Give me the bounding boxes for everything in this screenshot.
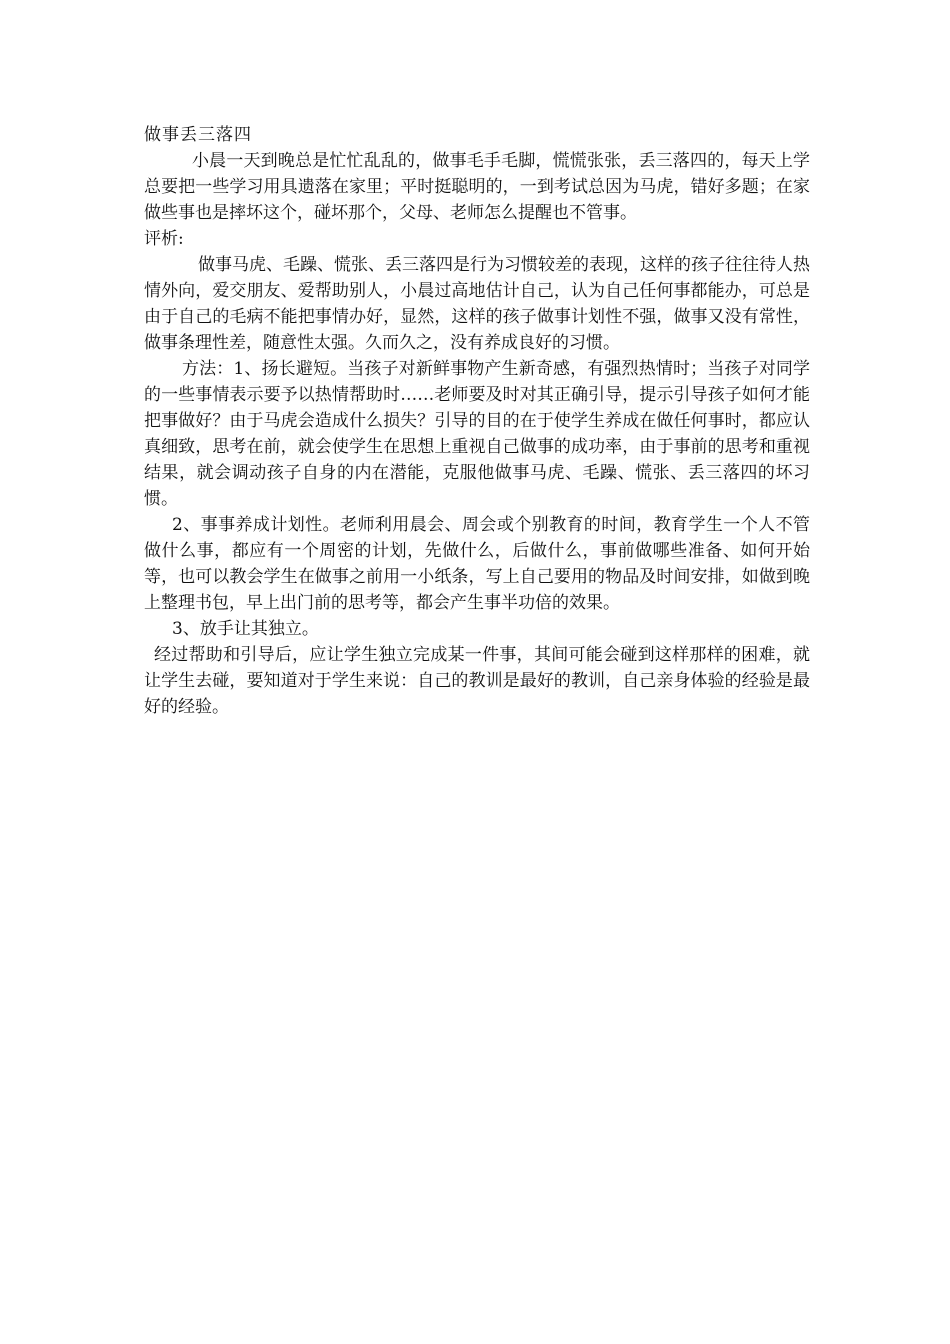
case-paragraph: 小晨一天到晚总是忙忙乱乱的，做事毛手毛脚，慌慌张张，丢三落四的，每天上学总要把一些学习用具遗落在家里；平时挺聪明的，一到考试总因为马虎，错好多题；在家做些事也是摔坏这个，碰坏那个，父母、老师怎么提醒也不管事。	[144, 151, 810, 223]
document-title: 做事丢三落四	[144, 125, 252, 145]
analysis-paragraph: 做事马虎、毛躁、慌张、丢三落四是行为习惯较差的表现，这样的孩子往往待人热情外向，爱交朋友、爱帮助别人，小晨过高地估计自己，认为自己任何事都能办，可总是由于自己的毛病不能把事情办好，显然，这样的孩子做事计划性不强，做事又没有常性，做事条理性差，随意性太强。久而久之，没有养成良好的习惯。	[144, 255, 810, 353]
method-3-paragraph: 3、放手让其独立。	[172, 619, 319, 639]
method-2-paragraph: 2、事事养成计划性。老师利用晨会、周会或个别教育的时间，教育学生一个人不管做什么事，都应有一个周密的计划，先做什么，后做什么，事前做哪些准备、如何开始等，也可以教会学生在做事之前用一小纸条，写上自己要用的物品及时间安排，如做到晚上整理书包，早上出门前的思考等，都会产生事半功倍的效果。	[144, 515, 810, 613]
analysis-label: 评析:	[144, 229, 184, 249]
closing-paragraph: 经过帮助和引导后，应让学生独立完成某一件事，其间可能会碰到这样那样的困难，就让学生去碰，要知道对于学生来说：自己的教训是最好的教训，自己亲身体验的经验是最好的经验。	[144, 645, 810, 717]
document-body	[144, 122, 810, 720]
method-1-paragraph: 方法：1、扬长避短。当孩子对新鲜事物产生新奇感，有强烈热情时；当孩子对同学的一些事情表示要予以热情帮助时……老师要及时对其正确引导，提示引导孩子如何才能把事做好？由于马虎会造成什么损失？引导的目的在于使学生养成在做任何事时，都应认真细致，思考在前，就会使学生在思想上重视自己做事的成功率，由于事前的思考和重视结果，就会调动孩子自身的内在潜能，克服他做事马虎、毛躁、慌张、丢三落四的坏习惯。	[144, 359, 810, 509]
